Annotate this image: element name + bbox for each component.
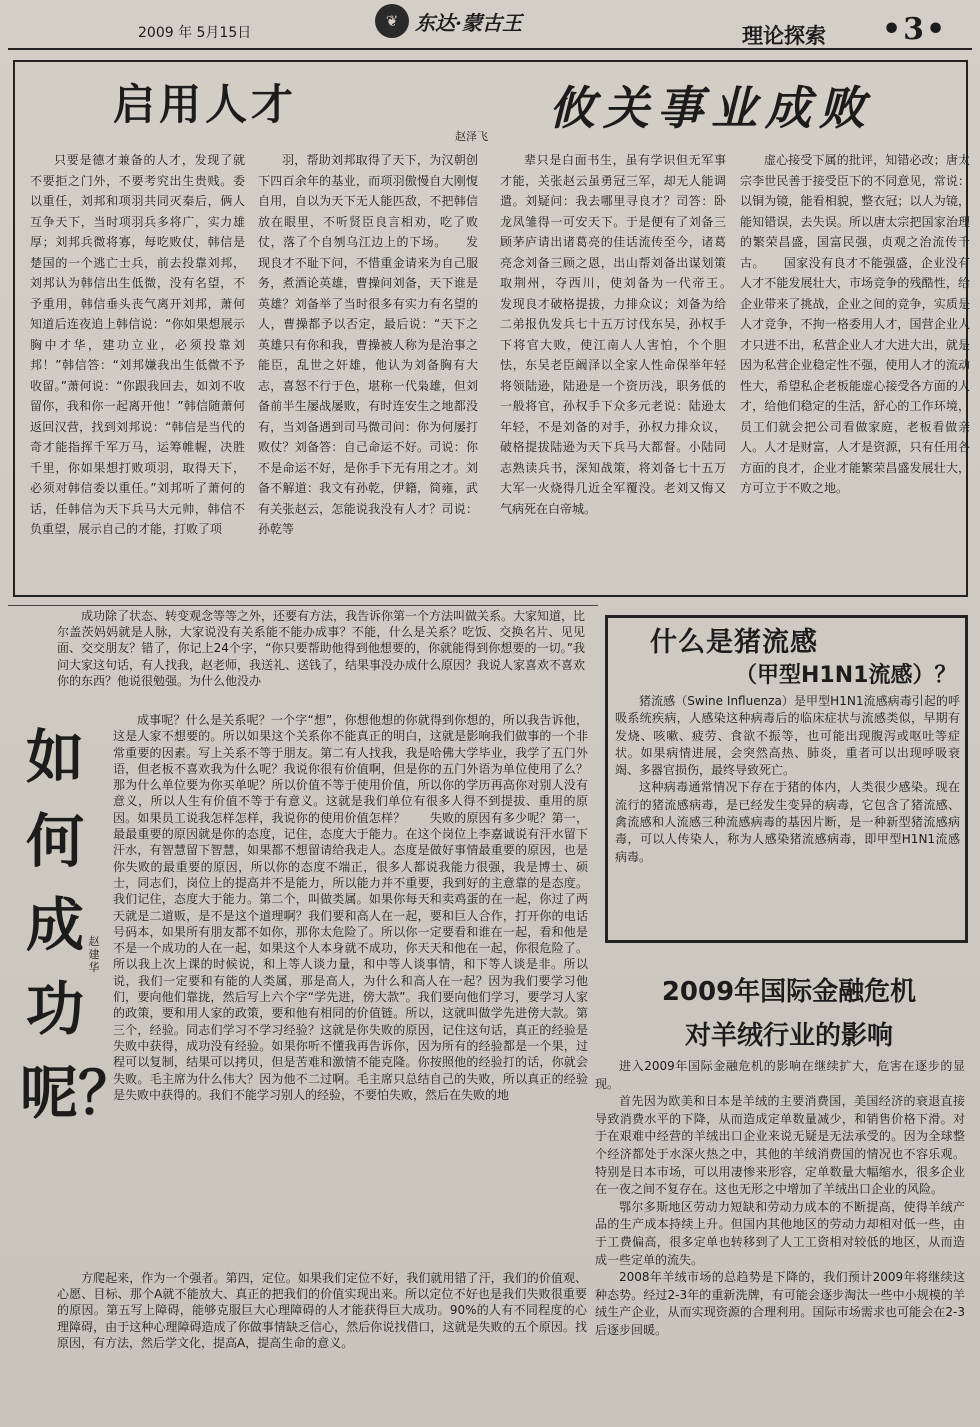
column-text: 羽，帮助刘邦取得了天下，为汉朝创下四百余年的基业，而项羽傲慢自大刚愎自用，自以为天下无人能匹敌，不把韩信放在眼里，不听贤臣良言相劝，吃了败仗，落了个自刎乌江边上的下场。 发现良才不耻下问，不惜重金请来为自己服务，煮酒论英雄，曹操问刘备，天下谁是英雄？刘备举了当时很多有实力有名望的人，曹操都予以否定，最后说：“天下之英雄只有你和我，曹操被人称为是治事之能臣，乱世之奸雄，他认为刘备胸有大志，喜怒不行于色，堪称一代枭雄，但刘备前半生屡战屡败，有时连安生之地都没有，当刘备遇到司马微司问：你为何屡打败仗？刘备答：自己命运不好。司说：你不是命运不好，是你手下无有用之才。刘备不解道：我文有孙乾，伊籍，简雍，武有关张赵云，怎能说我没有人才？司说：孙乾等 xyxy=(258,153,478,536)
column-text: 只要是德才兼备的人才，发现了就不要拒之门外，不要考究出生贵贱。委以重任，刘邦和项羽共同灭秦后，俩人互争天下，当时项羽兵多将广，实力雄厚；刘邦兵微将寡，每吃败仗，韩信是楚国的一个逃亡士兵，前去投靠刘邦，刘邦认为韩信出生低微，没有名望，不予重用，韩信垂头丧气离开刘邦，萧何知道后连夜追上韩信说：“你如果想展示胸中才华，建功立业，必须投靠刘邦！”韩信答：“刘邦嫌我出生低微不予收留。”萧何说：“你跟我回去，如刘不收留你，我和你一起离开他！”韩信随萧何返回汉营，找到刘邦说：“韩信是当代的奇才能指挥千军万马，运筹帷幄，决胜千里，你如果想打败项羽，取得天下，必须对韩信委以重任。”刘邦听了萧何的话，任韩信为天下兵马大元帅，韩信不负重望，展示自己的才能，打败了项 xyxy=(30,153,245,536)
article-talent-column-4 xyxy=(740,150,970,588)
page-number: •3• xyxy=(882,12,948,47)
article-divider xyxy=(8,605,598,606)
finance-paragraph: 首先因为欧美和日本是羊绒的主要消费国，美国经济的衰退直接导致消费水平的下降，从而造成定单数量减少，和销售价格下滑。对于在艰难中经营的羊绒出口企业来说无疑是无法承受的。因为全球整个经济都处于水深火热之中，其他的羊绒消费国的情况也不容乐观。特别是日本市场，可以用凄惨来形容，定单数量大幅缩水，很多企业在一夜之间不复存在。这也无形之中增加了羊绒出口企业的风险。 xyxy=(595,1094,965,1197)
body-text: 成事呢？什么是关系呢？一个字“想”，你想他想的你就得到你想的，所以我告诉他，这是人家不想要的。所以如果这个关系你不能真正的明白，这就是影响我们做事的一个非常重要的因素。写上关系不等于朋友。第二有人找我，我是哈佛大学毕业，我学了五门外语，但老板不喜欢我为什么呢？我说你很有价值啊，但是你的五门外语为单位使用了么？那为什么单位要为你买单呢？所以价值不等于使用价值，所以你的学历再高你对别人没有意义，所以人生有价值不等于有意义。这就是我们单位有很多人得不到提拔、重用的原因。如果员工说我怎样怎样，我说你的使用价值怎样？ 失败的原因有多少呢？第一，最最重要的原因就是你的态度，记住，态度大于能力。在这个岗位上李嘉诚说有汗水留下汗水，有智慧留下智慧，如果都不想留请给我走人。态度是做好事情最重要的原因，也是你失败的最重要的原因，所以你的态度不端正，很多人都说我能力很强，我是博士、硕士，同志们，岗位上的提高并不是能力，所以能力并不重要，我到好的主意靠的是态度。我们记住，态度大于能力。第二个，叫做类属。如果你每天和卖鸡蛋的在一起，你过了两天就是二道贩，是不是这个道理啊？我们要和高人在一起，要和巨人合作，打开你的电话号码本，如果所有朋友都不如你，那你太危险了。所以你一定要看和谁在一起，看和他是不是一个成功的人在一起，如果这个人本身就不成功，你天天和他在一起，你很危险了。所以我上次上课的时候说，和上等人谈力量，和中等人谈事情，和下等人谈是非。所以说，我们一定要和有能的人类属，那是高人，为什么和高人在一起？因为我们要学习他们，要向他们靠拢，然后写上六个字“学先进，傍大款”。我们要向他们学习，要学习人家的政策，要和用人家的政策，要和他有相同的价值链。所以，这就叫做学先进傍大款。第三个，经验。同志们学习不学习经验？这就是你失败的原因，记住这句话，真正的经验是失败中获得，成功没有经验。如果你听不懂我再告诉你，因为所有的经验都是一个果，过程可以复制，结果可以拷贝，但是苦难和激情不能克隆。你按照他的经验打的话，你就会失败。毛主席为什么伟大？因为他不二过啊。毛主席只总结自己的失败，所以真正的经验是失败中获得的。我们不能学习别人的经验，不要怕失败，然后在失败的地 xyxy=(113,713,588,1102)
article-talent-title-part2: 攸关事业成败 xyxy=(549,81,873,135)
flu-paragraph: 这种病毒通常情况下存在于猪的体内，人类很少感染。现在流行的猪流感病毒，是已经发生变异的病毒，它包含了猪流感、禽流感和人流感三种流感病毒的基因片断，是一种新型猪流感病毒，可以人传染人，称为人感染猪流感病毒，即甲型H1N1流感病毒。 xyxy=(615,780,960,864)
article-flu-body xyxy=(615,693,960,935)
ending-text: 方爬起来，作为一个强者。第四，定位。如果我们定位不好，我们就用错了汗，我们的价值观、心愿、目标、那个A就不能放大、真正的把我们的价值实现出来。所以定位不好也是我们失败很重要的原因。第五写上障碍，能够克服巨大心理障碍的人才能获得巨大成功。90%的人有不同程度的心理障碍，由于这种心理障碍造成了你做事情缺乏信心，然后你说找借口，这就是失败的五个原因。找原因，有方法，然后学文化，提高A，提高生命的意义。 xyxy=(57,1271,587,1350)
article-finance-title-line2: 对羊绒行业的影响 xyxy=(684,1021,893,1051)
article-flu-subtitle: （甲型H1N1流感）？ xyxy=(735,663,957,688)
article-talent-author: 赵泽飞 xyxy=(455,130,488,143)
column-text: 虚心接受下属的批评，知错必改；唐太宗李世民善于接受臣下的不同意见，常说：以铜为镜，能看相貌，整衣冠；以人为镜，能知错误，去失误。所以唐太宗把国家治理的繁荣昌盛，国富民强，贞观之治流传千古。 国家没有良才不能强盛，企业没有人才不能发展壮大，市场竞争的残酷性，给企业带来了挑战，企业之间的竞争，实质是人才竞争，不拘一格委用人才，国营企业人才只进不出，私营企业人才大进大出，就是因为私营企业稳定性不强，使用人才的流动性大，希望私企老板能虚心接受各方面的人才，给他们稳定的生活，舒心的工作环境，员工们就会把公司看做家庭，老板看做亲人。人才是财富，人才是资源，只有任用各方面的良才，企业才能繁荣昌盛发展壮大，方可立于不败之地。 xyxy=(740,153,970,495)
column-text: 辈只是白面书生，虽有学识但无军事才能，关张赵云虽勇冠三军，却无人能调遣。刘疑问：我去哪里寻良才？司答：卧龙凤雏得一可安天下。于是便有了刘备三顾茅庐请出诸葛亮的佳话流传至今，诸葛亮念刘备三顾之恩，出山帮刘备出谋划策取荆州，夺西川，使刘备为一代帝王。 发现良才破格提拔，力排众议；刘备为给二弟报仇发兵七十五万讨伐东吴，孙权手下将官大败，使江南人人害怕，个个胆怯，东吴老臣阚泽以全家人性命保举年轻将领陆逊，陆逊是一个资历浅，职务低的一般将官，孙权手下众多元老说：陆逊太年轻，不是刘备的对手，孙权力排众议，破格提拔陆逊为天下兵马大都督。小陆同志熟读兵书，深知战策，将刘备七十五万大军一火烧得几近全军覆没。老刘又悔又气病死在白帝城。 xyxy=(500,153,726,516)
section-name: 理论探索 xyxy=(742,24,826,48)
article-finance-title-line1: 2009年国际金融危机 xyxy=(661,977,917,1007)
flu-paragraph: 猪流感（Swine Influenza）是甲型H1N1流感病毒引起的呼吸系统疾病，人感染这种病毒后的临床症状与流感类似，早期有发烧、咳嗽、疲劳、食欲不振等，也可能出现腹泻或呕吐等症状。如果病情进展，会突然高热、肺炎，重者可以出现呼吸衰竭、多器官损伤，最终导致死亡。 xyxy=(615,694,960,778)
masthead-emblem-icon: ❦ xyxy=(375,4,409,38)
masthead xyxy=(375,4,522,38)
article-finance-body xyxy=(595,1058,965,1398)
article-talent-title-part1: 启用人才 xyxy=(113,80,298,129)
article-success-author: 赵建华 xyxy=(88,935,100,974)
article-talent-column-3 xyxy=(500,150,726,588)
header-rule xyxy=(8,48,972,50)
article-talent-title xyxy=(113,72,873,138)
finance-paragraph: 2008年羊绒市场的总趋势是下降的，我们预计2009年将继续这种态势。经过2-3年的重新洗牌，有可能会逐步淘汰一些中小规模的羊绒生产企业，从而实现资源的合理利用。国际市场需求也可能会在2-3后逐步回暖。 xyxy=(595,1270,965,1337)
finance-paragraph: 鄂尔多斯地区劳动力短缺和劳动力成本的不断提高，使得羊绒产品的生产成本持续上升。但国内其他地区的劳动力却相对低一些，由于工费偏高，很多定单也转移到了人工工资相对较低的地区，从而造成一些定单的流失。 xyxy=(595,1199,965,1267)
intro-text: 成功除了状态、转变观念等等之外，还要有方法，我告诉你第一个方法叫做关系。大家知道，比尔盖茨妈妈就是人脉，大家说没有关系能不能办成事？不能，什么是关系？吃饭、交换名片、见见面、交交朋友？错了，你记上24个字，“你只要帮助他得到他想要的，你就能得到你想要的一切。”我问大家这句话，有人找我，赵老师，我送礼、送钱了，结果事没办成什么原因？我说人家喜欢不喜欢你的东西？他说很勉强。为什么他没办 xyxy=(57,609,585,688)
article-success-ending xyxy=(57,1270,587,1410)
issue-date: 2009 年 5月15日 xyxy=(138,25,252,41)
article-talent-column-2 xyxy=(258,150,478,588)
article-success-intro xyxy=(57,608,585,710)
article-finance-title xyxy=(610,970,968,1058)
finance-paragraph: 进入2009年国际金融危机的影响在继续扩大，危害在逐步的显现。 xyxy=(595,1059,965,1091)
article-flu-title: 什么是猪流感 xyxy=(650,627,818,658)
masthead-title: 东达·蒙古王 xyxy=(415,10,522,35)
article-success-title: 如何成功呢？ xyxy=(20,723,137,1127)
article-talent-column-1 xyxy=(30,150,245,588)
article-success-body xyxy=(113,712,588,1284)
